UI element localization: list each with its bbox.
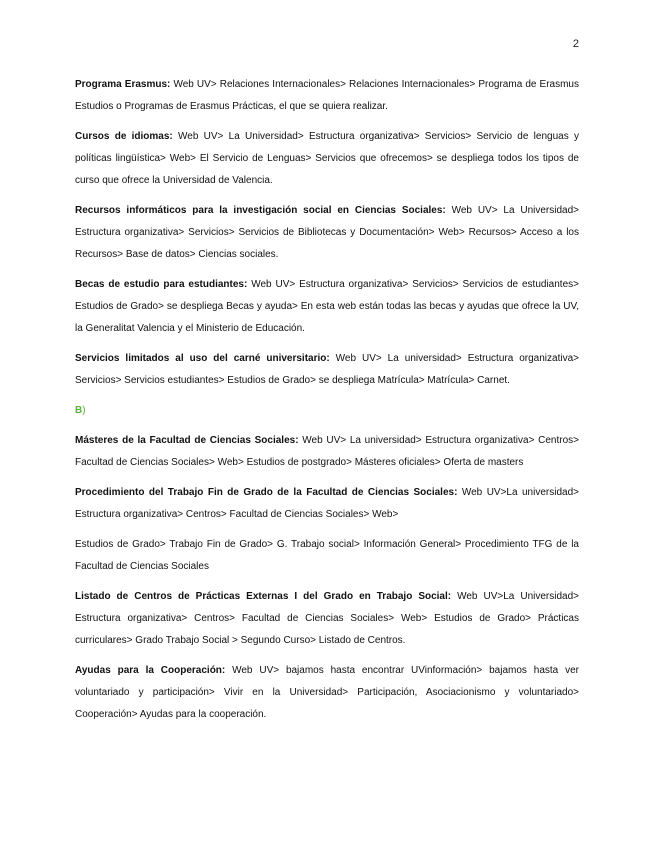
paragraph-title: Cursos de idiomas:	[75, 131, 173, 142]
paragraph-text: Web UV> Relaciones Internacionales> Relaciones Internacionales> Programa de Erasmus Estudios o Programas de Erasmus Prácticas, el que se quiera realizar.	[75, 79, 579, 112]
paragraph-title: Servicios limitados al uso del carné universitario:	[75, 353, 330, 364]
paragraph-cooperacion	[75, 660, 579, 726]
paragraph-title: Programa Erasmus:	[75, 79, 171, 90]
paragraph-title: Recursos informáticos para la investigación social en Ciencias Sociales:	[75, 205, 446, 216]
section-paren: )	[82, 405, 86, 416]
paragraph-carne	[75, 348, 579, 392]
paragraph-idiomas	[75, 126, 579, 192]
paragraph-title: Másteres de la Facultad de Ciencias Sociales:	[75, 435, 299, 446]
paragraph-text: Web UV> Estructura organizativa> Servicios> Servicios de estudiantes> Estudios de Grado> se despliega Becas y ayuda> En esta web están todas las becas y ayudas que ofrece la UV, la Generalitat Valencia y el Ministerio de Educación.	[75, 279, 579, 334]
paragraph-text: Web UV> bajamos hasta encontrar UVinformación> bajamos hasta ver voluntariado y participación> Vivir en la Universidad> Participación, Asociacionismo y voluntariado> Cooperación> Ayudas para la cooperación.	[75, 665, 579, 720]
paragraph-title: Listado de Centros de Prácticas Externas I del Grado en Trabajo Social:	[75, 591, 452, 602]
paragraph-title: Procedimiento del Trabajo Fin de Grado de la Facultad de Ciencias Sociales:	[75, 487, 458, 498]
paragraph-becas	[75, 274, 579, 340]
paragraph-text: Web UV>La Universidad> Estructura organizativa> Centros> Facultad de Ciencias Sociales> Web> Estudios de Grado> Prácticas curriculares> Grado Trabajo Social > Segundo Curso> Listado de Centros.	[75, 591, 579, 646]
paragraph-text: Web UV> La universidad> Estructura organizativa> Servicios> Servicios estudiantes> Estudios de Grado> se despliega Matrícula> Matrícula> Carnet.	[75, 353, 579, 386]
paragraph-text: Web UV> La Universidad> Estructura organizativa> Servicios> Servicio de lenguas y políticas lingüística> Web> El Servicio de Lenguas> Servicios que ofrecemos> se despliega todos los tipos de curso que ofrece la Universidad de Valencia.	[75, 131, 579, 186]
paragraph-title: Ayudas para la Cooperación:	[75, 665, 226, 676]
paragraph-masteres	[75, 430, 579, 474]
page-number: 2	[572, 38, 579, 50]
section-heading-b	[75, 400, 579, 422]
paragraph-text: Web UV>La universidad> Estructura organizativa> Centros> Facultad de Ciencias Sociales> Web>	[75, 487, 579, 520]
paragraph-text: Estudios de Grado> Trabajo Fin de Grado> G. Trabajo social> Información General> Procedimiento TFG de la Facultad de Ciencias Sociales	[75, 539, 579, 572]
paragraph-tfg-cont	[75, 534, 579, 578]
paragraph-practicas	[75, 586, 579, 652]
document-body	[75, 74, 579, 734]
paragraph-erasmus	[75, 74, 579, 118]
paragraph-title: Becas de estudio para estudiantes:	[75, 279, 248, 290]
paragraph-recursos	[75, 200, 579, 266]
section-letter: B	[75, 405, 83, 416]
paragraph-text: Web UV> La universidad> Estructura organizativa> Centros> Facultad de Ciencias Sociales> Web> Estudios de postgrado> Másteres oficiales> Oferta de masters	[75, 435, 580, 468]
paragraph-text: Web UV> La Universidad> Estructura organizativa> Servicios> Servicios de Bibliotecas y Documentación> Web> Recursos> Acceso a los Recursos> Base de datos> Ciencias sociales.	[75, 205, 579, 260]
paragraph-tfg	[75, 482, 579, 526]
